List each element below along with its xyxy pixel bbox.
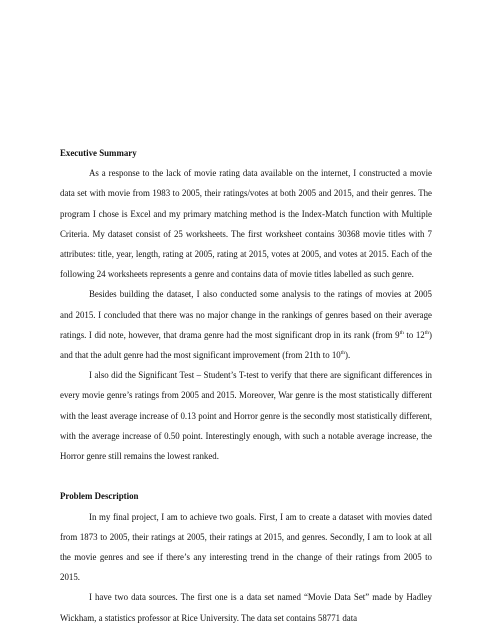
superscript-th-2: th <box>424 329 430 336</box>
document-page <box>60 143 432 628</box>
section-gap <box>60 466 432 486</box>
executive-summary-paragraph-1: As a response to the lack of movie rating data available on the internet, I constructed a movie data set with movie from 1983 to 2005, their ratings/votes at both 2005 and 2015, and their genres. The program I chose is Excel and my primary matching method is the Index-Match function with Multiple Criteria. My dataset consist of 25 worksheets. The first worksheet contains 30368 movie titles with 7 attributes: title, year, length, rating at 2005, rating at 2015, votes at 2005, and votes at 2015. Each of the following 24 worksheets represents a genre and contains data of movie titles labelled as such genre. <box>60 168 432 280</box>
superscript-th-1: th <box>399 329 404 336</box>
problem-description-paragraph-2: I have two data sources. The first one is a data set named “Movie Data Set” made by Hadley Wickham, a statistics professor at Rice University. The data set contains 58771 data <box>60 592 432 623</box>
executive-summary-heading: Executive Summary <box>60 148 137 158</box>
superscript-th-3: th <box>340 350 346 357</box>
executive-summary-paragraph-3: I also did the Significant Test – Student’s T-test to verify that there are significant differences in every movie genre’s ratings from 2005 and 2015. Moreover, War genre is the most statistically different with the least average increase of 0.13 point and Horror genre is the secondly most statistically different, with the average increase of 0.50 point. Interestingly enough, with such a notable average increase, the Horror genre still remains the lowest ranked. <box>60 370 432 462</box>
problem-description-heading: Problem Description <box>60 491 139 502</box>
executive-summary-paragraph-2 <box>60 284 432 365</box>
paragraph-2-text-d: ). <box>345 350 351 361</box>
paragraph-2-text-a: Besides building the dataset, I also conducted some analysis to the ratings of movies at 2005 and 2015. I concluded that there was no major change in the rankings of genres based on their average ratings. I did note, however, that drama genre had the most significant drop in its rank (from 9 <box>60 289 432 340</box>
paragraph-2-text-b: to 12 <box>403 329 425 340</box>
paragraph-2-text-c: ) and that the adult genre had the most significant improvement (from 21th to 10 <box>60 329 432 361</box>
problem-description-paragraph-1: In my final project, I am to achieve two goals. First, I am to create a dataset with movies dated from 1873 to 2005, their ratings at 2005, their ratings at 2015, and genres. Secondly, I am to look at all the movie genres and see if there’s any interesting trend in the change of their ratings from 2005 to 2015. <box>60 511 432 583</box>
